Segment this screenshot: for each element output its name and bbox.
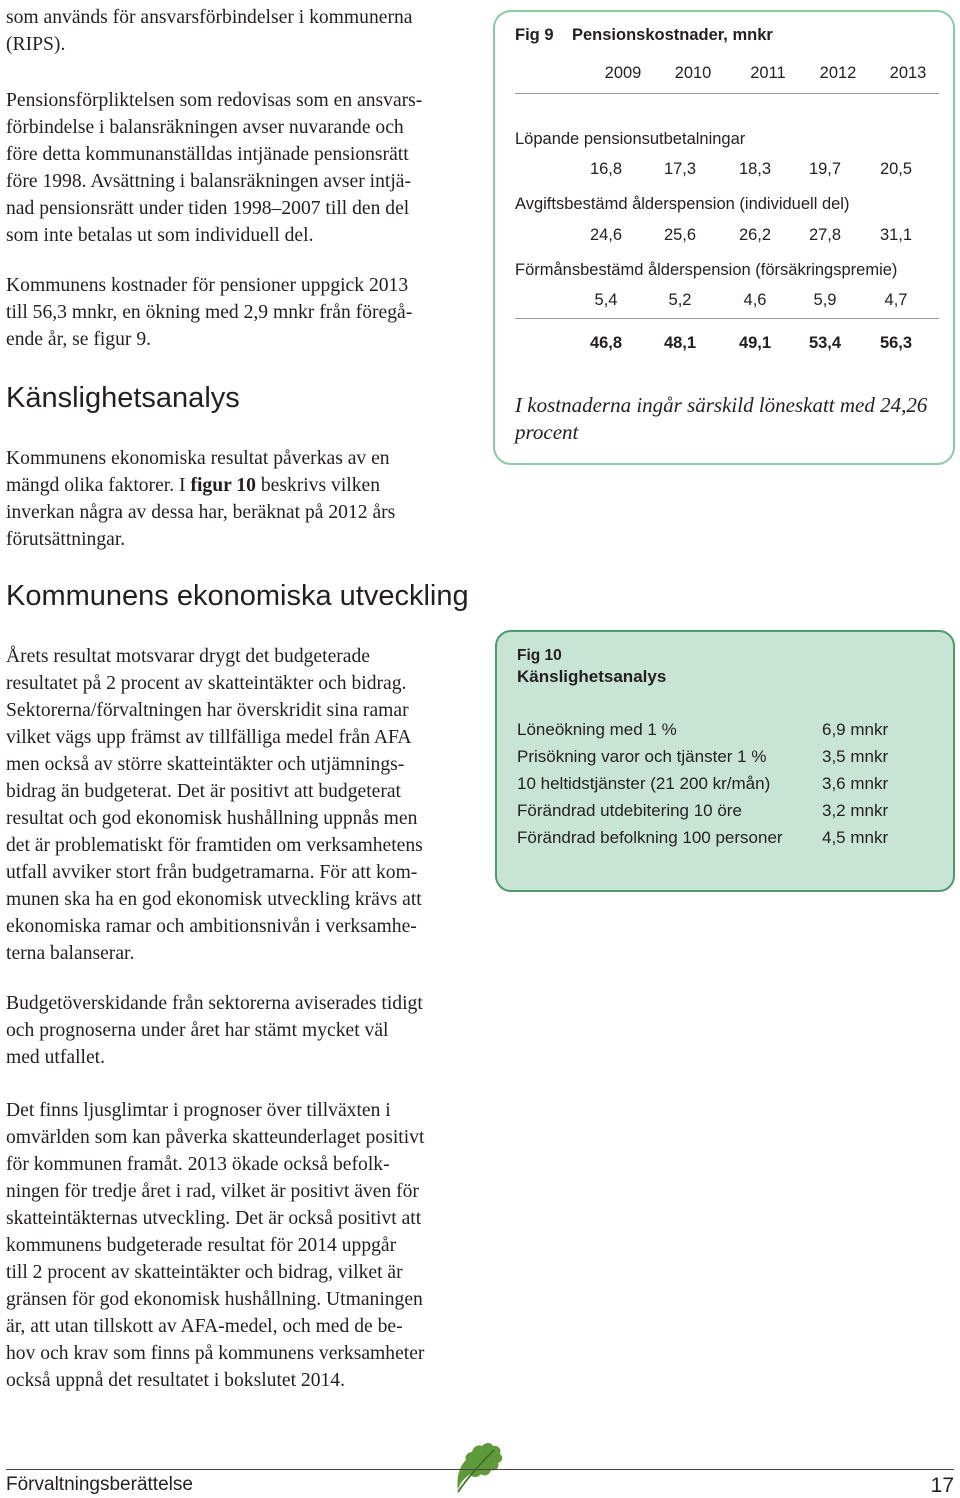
figure-10-sensitivity-analysis (495, 630, 955, 892)
table-cell: 5,4 (594, 291, 618, 309)
row-label: Förmånsbestämd ålderspension (försäkringspremie) (515, 261, 898, 279)
paragraph-pension-obligation: Pensionsförpliktelsen som redovisas som en ansvars- förbindelse i balansräkningen avser nuvarande och före detta kommunanställdas intjänade pensionsrätt före 1998. Avsättning i balansräkningen avser intjä- nad pensionsrätt under tiden 1998–2007 till den del som inte betalas ut som individuell del. (6, 90, 423, 246)
figure-10-label: Fig 10 (517, 647, 562, 664)
heading-sensitivity-analysis: Känslighetsanalys (6, 382, 240, 414)
table-cell: 16,8 (589, 160, 623, 178)
table-cell: 31,1 (879, 226, 913, 244)
sensitivity-factor: Förändrad utdebitering 10 öre (517, 801, 742, 820)
sensitivity-impact: 3,6 mnkr (822, 774, 889, 793)
table-cell: 18,3 (738, 160, 772, 178)
row-label: Avgiftsbestämd ålderspension (individuell del) (515, 195, 850, 213)
table-cell: 17,3 (663, 160, 697, 178)
table-cell: 4,6 (743, 291, 767, 309)
footer-section-title: Förvaltningsberättelse (6, 1474, 193, 1495)
total-cell: 53,4 (808, 334, 842, 352)
year-header: 2010 (674, 64, 712, 82)
figure-9-title: Pensionskostnader, mnkr (572, 26, 773, 44)
year-header: 2009 (604, 64, 642, 82)
table-cell: 24,6 (589, 226, 623, 244)
table-cell: 26,2 (738, 226, 772, 244)
table-cell: 19,7 (808, 160, 842, 178)
figure-reference: figur 10 (190, 475, 256, 496)
paragraph-outlook: Det finns ljusglimtar i prognoser över tillväxten i omvärlden som kan påverka skatteunderlaget positivt för kommunen framåt. 2013 ökade också befolk- ningen för tredje året i rad, vilket är positivt även för skatteintäkternas utveckling. Det är också positivt att kommunens budgeterade resultat för 2014 uppgår till 2 procent av skatteintäkter och bidrag, vilket är gränsen för god ekonomisk hushållning. Utmaningen är, att utan tillskott av AFA-medel, och med de be- hov och krav som finns på kommunens verksamheter också uppnå det resultatet i bokslutet 2014. (6, 1100, 425, 1391)
oak-leaf-icon (446, 1436, 510, 1496)
table-cell: 5,9 (813, 291, 837, 309)
total-cell: 49,1 (738, 334, 772, 352)
row-label: Löpande pensionsutbetalningar (515, 130, 746, 148)
table-cell: 27,8 (808, 226, 842, 244)
figure-9-pension-costs (493, 10, 955, 465)
year-header: 2013 (889, 64, 927, 82)
sensitivity-impact: 3,5 mnkr (822, 747, 889, 766)
paragraph-sensitivity: Kommunens ekonomiska resultat påverkas av en mängd olika faktorer. I figur 10 beskrivs vilken inverkan några av dessa har, beräknat på 2012 års förutsättningar. (6, 448, 396, 550)
sensitivity-factor: Löneökning med 1 % (517, 720, 677, 739)
paragraph-budget-overrun: Budgetöverskidande från sektorerna aviserades tidigt och prognoserna under året har stämt mycket väl med utfallet. (6, 993, 423, 1068)
figure-9-label: Fig 9 (515, 26, 554, 44)
table-cell: 20,5 (879, 160, 913, 178)
total-cell: 46,8 (589, 334, 623, 352)
table-cell: 5,2 (668, 291, 692, 309)
figure-10-title: Känslighetsanalys (517, 667, 667, 686)
sensitivity-impact: 4,5 mnkr (822, 828, 889, 847)
sensitivity-factor: 10 heltidstjänster (21 200 kr/mån) (517, 774, 771, 793)
table-cell: 25,6 (663, 226, 697, 244)
sensitivity-factor: Prisökning varor och tjänster 1 % (517, 747, 767, 766)
paragraph-pension-costs: Kommunens kostnader för pensioner uppgick 2013 till 56,3 mnkr, en ökning med 2,9 mnkr från föregå- ende år, se figur 9. (6, 275, 413, 350)
table-divider (515, 93, 939, 94)
footer-divider (6, 1469, 954, 1470)
sensitivity-factor: Förändrad befolkning 100 personer (517, 828, 783, 847)
year-header: 2012 (819, 64, 857, 82)
heading-economic-development: Kommunens ekonomiska utveckling (6, 580, 469, 612)
paragraph-annual-result: Årets resultat motsvarar drygt det budgeterade resultatet på 2 procent av skatteintäkter och bidrag. Sektorerna/förvaltningen har överskridit sina ramar vilket vägs upp främst av tillfälliga medel från AFA men också av större skatteintäkter och utjämnings- bidrag än budgeterat. Det är positivt att budgeterat resultat och god ekonomisk hushållning uppnås men det är problematiskt för framtiden om verksamhetens utfall avviker stort från budgetramarna. För att kom- munen ska ha en god ekonomisk utveckling krävs att ekonomiska ramar och ambitionsnivån i verksamhe- terna balanserar. (6, 646, 423, 964)
sensitivity-impact: 6,9 mnkr (822, 720, 889, 739)
figure-9-note: I kostnaderna ingår särskild löneskatt med 24,26 procent (515, 393, 928, 444)
year-header: 2011 (750, 64, 786, 82)
paragraph-intro: som används för ansvarsförbindelser i kommunerna (RIPS). (6, 7, 413, 55)
table-cell: 4,7 (884, 291, 908, 309)
page-number: 17 (930, 1474, 954, 1497)
table-divider (515, 318, 939, 319)
sensitivity-impact: 3,2 mnkr (822, 801, 889, 820)
total-cell: 56,3 (879, 334, 913, 352)
total-cell: 48,1 (663, 334, 697, 352)
